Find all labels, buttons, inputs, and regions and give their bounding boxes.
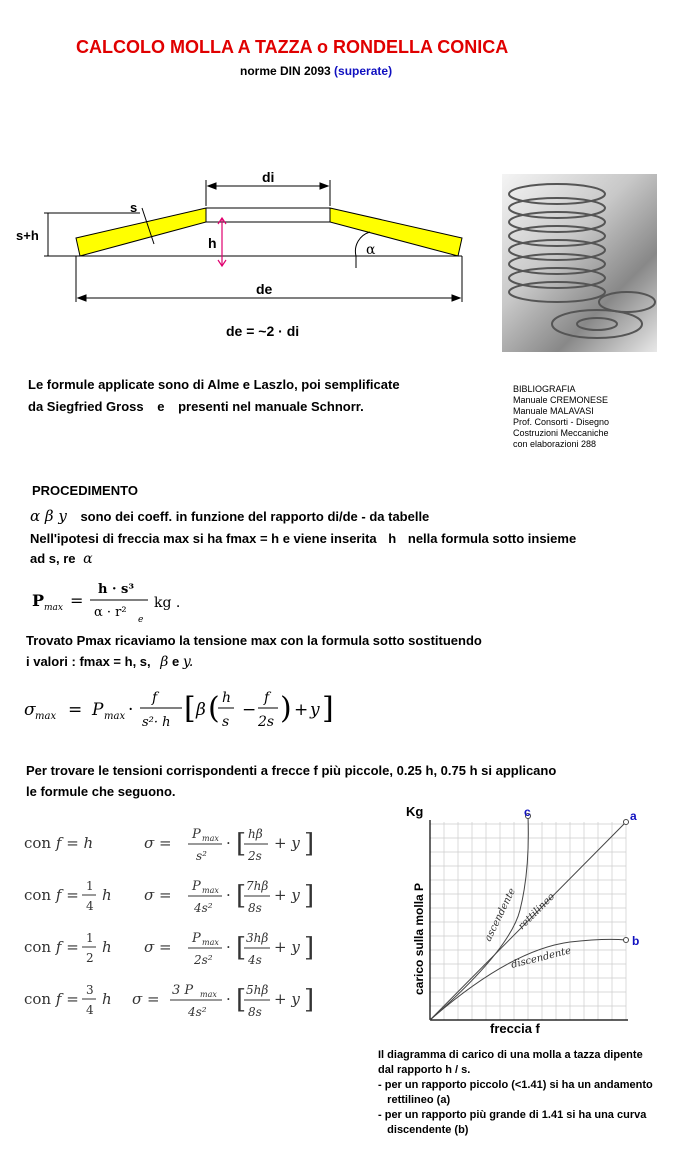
svg-text:+: + — [294, 700, 309, 720]
hypothesis-line-2 — [30, 548, 93, 570]
svg-text:+ y: + y — [274, 834, 300, 852]
svg-text:σ =: σ = — [144, 886, 172, 904]
svg-text:·: · — [226, 834, 231, 852]
svg-text:[: [ — [236, 829, 247, 859]
pmax-found-line-2 — [26, 651, 193, 673]
svg-text:5hβ: 5hβ — [246, 983, 269, 997]
svg-text:σ =: σ = — [132, 990, 160, 1008]
svg-text:4s: 4s — [248, 953, 262, 967]
pmax-formula — [32, 576, 202, 630]
svg-text:·: · — [128, 700, 134, 720]
de-di-relation: de = ~2 · di — [226, 323, 300, 339]
chart-y-label: carico sulla molla P — [412, 882, 426, 995]
svg-text:P: P — [192, 827, 201, 842]
point-b — [624, 938, 629, 943]
svg-text:hβ: hβ — [248, 827, 263, 841]
caption-line: Il diagramma di carico di una molla a tazza dipente — [378, 1049, 643, 1061]
svg-text:f: f — [152, 690, 158, 706]
svg-text:8s: 8s — [248, 1005, 262, 1019]
svg-text:4s²: 4s² — [188, 1005, 207, 1019]
svg-text:2s: 2s — [258, 714, 275, 730]
svg-text:σ: σ — [24, 700, 36, 720]
svg-text:2s²: 2s² — [194, 953, 213, 967]
svg-text:(: ( — [208, 691, 220, 726]
svg-text:8s: 8s — [248, 901, 262, 915]
sigma-formulas-table — [22, 820, 322, 1030]
svg-text:]: ] — [304, 933, 315, 963]
caption-line: dal rapporto h / s. — [378, 1064, 471, 1076]
svg-text:h: h — [102, 886, 112, 904]
dim-label-s: s — [130, 200, 138, 215]
svg-text:y: y — [310, 700, 320, 720]
pmax-found-y: y. — [182, 654, 194, 670]
washer-left-half — [76, 208, 206, 256]
caption-line: - per un rapporto più grande di 1.41 si ha una curva — [378, 1109, 647, 1121]
intro-line-2 — [28, 396, 364, 418]
svg-text:P: P — [92, 700, 104, 720]
dim-label-de: de — [256, 281, 273, 297]
coeff-symbols: α β y — [30, 507, 67, 525]
svg-text:+ y: + y — [274, 886, 300, 904]
svg-text:+ y: + y — [274, 938, 300, 956]
svg-text:max: max — [200, 990, 217, 999]
bibliography — [513, 384, 609, 450]
sigma-row-f-quarter-h — [24, 879, 314, 915]
washer-cross-section-drawing — [0, 160, 490, 360]
svg-text:3hβ: 3hβ — [246, 931, 269, 945]
intro-source: presenti nel manuale Schnorr. — [178, 399, 364, 414]
svg-text:max: max — [202, 834, 219, 843]
series-name-discendente: discendente — [510, 945, 573, 971]
load-diagram-chart — [380, 800, 660, 1045]
caption-line: rettilineo (a) — [378, 1094, 451, 1106]
page-title: CALCOLO MOLLA A TAZZA o RONDELLA CONICA — [76, 37, 509, 57]
pmax-symbol: P — [32, 591, 45, 610]
dim-label-alpha: α — [366, 242, 376, 258]
svg-text:max: max — [202, 886, 219, 895]
hypothesis-text-2: ad s, re — [30, 551, 76, 566]
biblio-line: BIBLIOGRAFIA — [513, 384, 576, 394]
svg-text:max: max — [104, 711, 126, 722]
svg-text:h: h — [102, 938, 112, 956]
pmax-denominator: α · r² — [94, 605, 127, 620]
norm-label: norme DIN 2093 — [240, 64, 331, 78]
svg-text:h: h — [102, 990, 112, 1008]
svg-text:max: max — [202, 938, 219, 947]
svg-text:2s: 2s — [248, 849, 262, 863]
svg-text:]: ] — [322, 691, 334, 726]
point-label-b: b — [632, 934, 640, 948]
svg-text:·: · — [226, 990, 231, 1008]
svg-text:1: 1 — [86, 879, 94, 893]
hypothesis-h: h — [388, 531, 397, 546]
series-name-ascendente: ascendente — [482, 886, 519, 944]
intro-author: da Siegfried Gross — [28, 399, 144, 414]
svg-text:σ =: σ = — [144, 834, 172, 852]
chart-y-unit: Kg — [406, 804, 424, 819]
pmax-unit: kg . — [154, 595, 181, 611]
svg-text:s: s — [222, 714, 230, 730]
svg-text:max: max — [35, 711, 57, 722]
hypothesis-text-end: nella formula sotto insieme — [407, 531, 577, 546]
svg-text:+ y: + y — [274, 990, 300, 1008]
pmax-subscript: max — [44, 603, 63, 613]
svg-text:con f =: con f = — [24, 938, 79, 956]
pmax-found-line-1: Trovato Pmax ricaviamo la tensione max con la formula sotto sostituendo — [26, 633, 482, 648]
svg-text:con f =: con f = — [24, 990, 79, 1008]
spring-stack-photo — [502, 174, 657, 352]
caption-line: discendente (b) — [378, 1124, 469, 1136]
pmax-found-e: e — [171, 654, 180, 669]
dim-label-s-plus-h: s+h — [16, 228, 39, 243]
point-a — [624, 820, 629, 825]
svg-text:3: 3 — [86, 983, 94, 997]
svg-text:[: [ — [236, 933, 247, 963]
svg-text:3 P: 3 P — [172, 983, 194, 998]
pmax-formula-svg — [32, 576, 202, 626]
biblio-line: Manuale CREMONESE — [513, 395, 609, 405]
svg-text:]: ] — [304, 829, 315, 859]
svg-text:[: [ — [236, 985, 247, 1015]
svg-text:h: h — [222, 690, 232, 706]
svg-text:con f = h: con f = h — [24, 834, 94, 852]
svg-text:]: ] — [304, 985, 315, 1015]
svg-text:P: P — [192, 879, 201, 894]
svg-text:P: P — [192, 931, 201, 946]
svg-text:]: ] — [304, 881, 315, 911]
caption-line: - per un rapporto piccolo (<1.41) si ha un andamento — [378, 1079, 653, 1091]
sigma-row-f-h — [24, 827, 314, 863]
chart-caption — [378, 1048, 653, 1138]
hypothesis-text: Nell'ipotesi di freccia max si ha fmax = h e viene inserita — [30, 531, 377, 546]
hypothesis-alpha: α — [83, 551, 93, 567]
sigma-max-formula — [24, 684, 344, 734]
intro-conj: e — [157, 399, 165, 414]
svg-text:4: 4 — [86, 899, 94, 913]
svg-text:[: [ — [236, 881, 247, 911]
dim-label-h: h — [208, 235, 217, 251]
dim-label-di: di — [262, 169, 275, 185]
svg-text:f: f — [264, 690, 270, 706]
svg-text:=: = — [70, 591, 84, 610]
svg-text:con f =: con f = — [24, 886, 79, 904]
biblio-line: Prof. Consorti - Disegno — [513, 417, 610, 427]
svg-text:σ =: σ = — [144, 938, 172, 956]
smaller-arrows-line-1: Per trovare le tensioni corrispondenti a frecce f più piccole, 0.25 h, 0.75 h si applicano — [26, 763, 557, 778]
svg-text:s²· h: s²· h — [142, 715, 171, 730]
norm-status: (superate) — [334, 64, 393, 78]
svg-text:s²: s² — [196, 849, 207, 863]
svg-text:4: 4 — [86, 1003, 94, 1017]
series-line-ascendente — [430, 816, 528, 1020]
coeff-line — [30, 505, 429, 528]
coeff-text: sono dei coeff. in funzione del rapporto di/de - da tabelle — [80, 509, 430, 524]
svg-text:2: 2 — [86, 951, 94, 965]
pmax-numerator: h · s³ — [98, 582, 135, 597]
sigma-row-f-half-h — [24, 931, 314, 967]
svg-text:·: · — [226, 938, 231, 956]
svg-text:4s²: 4s² — [194, 901, 213, 915]
spring-stack-illustration — [502, 174, 657, 352]
svg-text:β: β — [196, 700, 206, 720]
svg-text:·: · — [226, 886, 231, 904]
pmax-found-beta: β — [160, 654, 169, 670]
biblio-line: Manuale MALAVASI — [513, 406, 594, 416]
biblio-line: con elaborazioni 288 — [513, 439, 597, 449]
point-label-c: c — [524, 805, 531, 819]
svg-text:=: = — [68, 700, 83, 720]
svg-text:[: [ — [184, 691, 196, 726]
norm-subtitle — [240, 64, 392, 78]
procedure-heading: PROCEDIMENTO — [32, 483, 138, 498]
pmax-denominator-sub: e — [138, 615, 144, 625]
sigma-row-f-three-quarter-h — [24, 983, 314, 1019]
svg-text:1: 1 — [86, 931, 94, 945]
point-label-a: a — [630, 809, 637, 823]
svg-text:): ) — [280, 691, 292, 726]
washer-right-half — [330, 208, 462, 256]
chart-x-label: freccia f — [490, 1021, 540, 1036]
series-name-rettilineo: rettilineo — [516, 891, 558, 933]
intro-line-1: Le formule applicate sono di Alme e Laszlo, poi semplificate — [28, 377, 400, 392]
svg-text:7hβ: 7hβ — [246, 879, 269, 893]
biblio-line: Costruzioni Meccaniche — [513, 428, 609, 438]
hypothesis-line-1 — [30, 528, 576, 550]
smaller-arrows-line-2: le formule che seguono. — [26, 784, 176, 799]
svg-text:−: − — [242, 700, 257, 720]
pmax-found-text: i valori : fmax = h, s, — [26, 654, 151, 669]
